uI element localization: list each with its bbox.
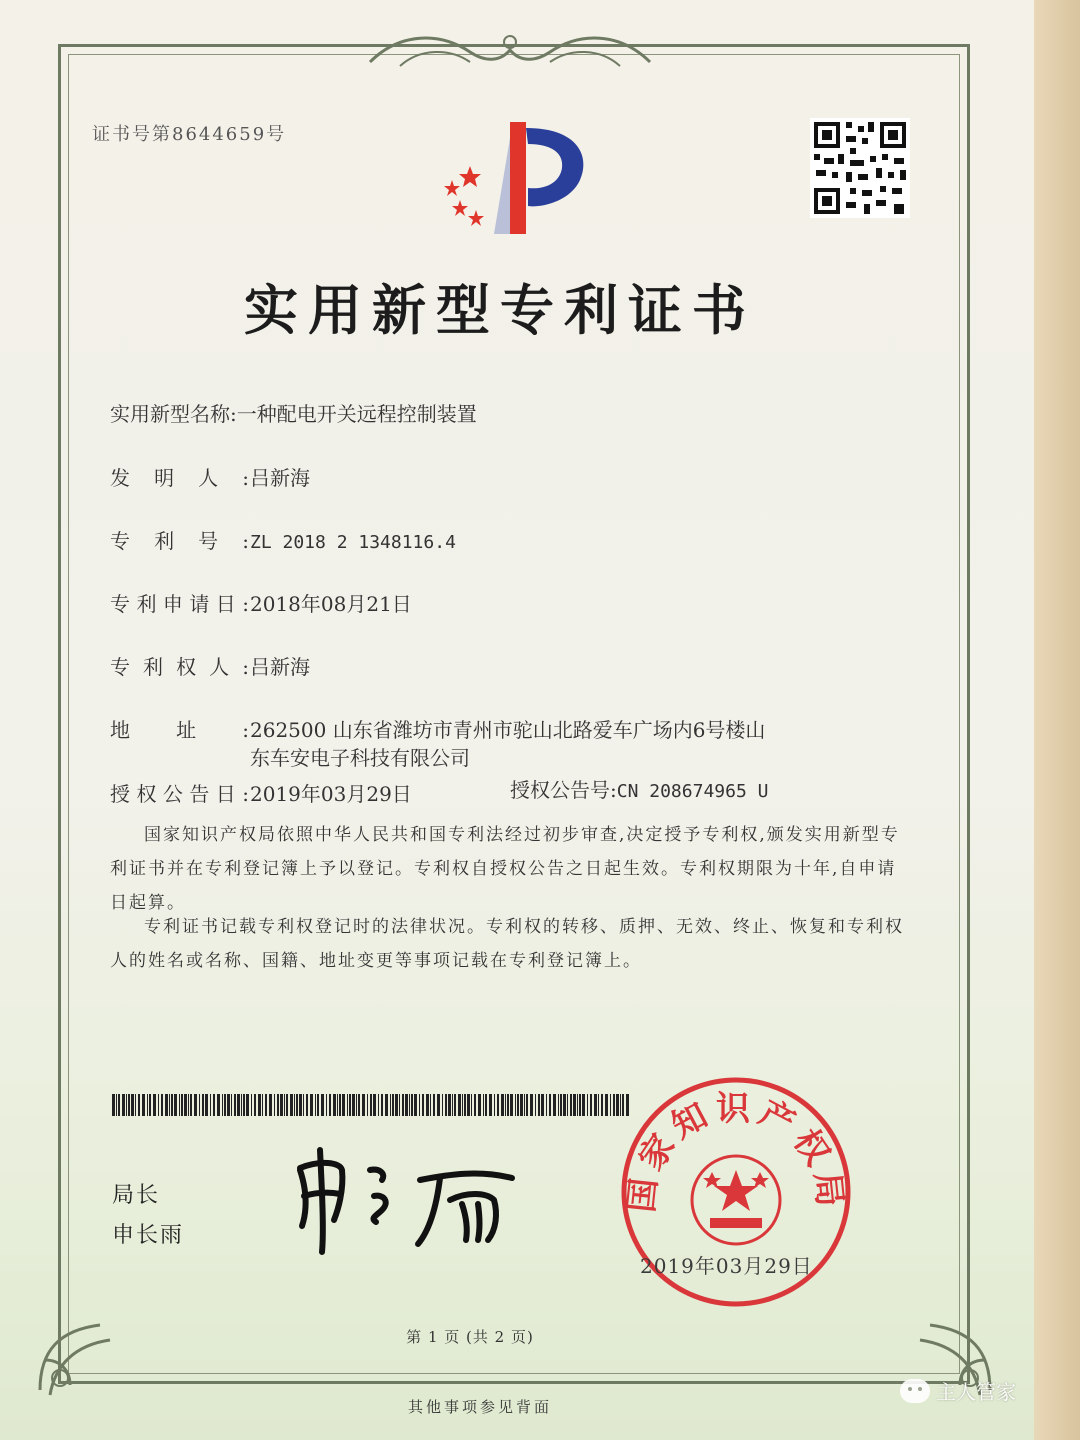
official-title: 局长 xyxy=(112,1183,161,1208)
field-patent-number xyxy=(110,525,456,554)
field-address xyxy=(110,714,765,743)
field-patentee xyxy=(110,651,310,680)
field-value: 2019年03月29日 xyxy=(250,782,412,806)
field-grant-number xyxy=(510,774,768,803)
signature-icon xyxy=(290,1140,520,1260)
field-label: 地址: xyxy=(110,718,250,742)
field-value: 2018年08月21日 xyxy=(250,592,412,616)
barcode-icon xyxy=(112,1094,632,1116)
field-grant-date xyxy=(110,778,412,807)
top-ornament xyxy=(360,22,660,78)
watermark-text: 主人管家 xyxy=(936,1380,1016,1404)
qr-code-icon xyxy=(810,118,910,218)
field-label: 发明人: xyxy=(110,466,250,490)
field-value: 262500 山东省潍坊市青州市驼山北路爱车广场内6号楼山 xyxy=(250,718,766,742)
certificate-title: 实用新型专利证书 xyxy=(244,278,756,342)
field-label: 专利号: xyxy=(110,529,250,553)
certificate-paragraph: 国家知识产权局依照中华人民共和国专利法经过初步审查,决定授予专利权,颁发实用新型专利证书并在专利登记簿上予以登记。专利权自授权公告之日起生效。专利权期限为十年,自申请日起算。 xyxy=(110,825,900,913)
field-label: 专利申请日: xyxy=(110,592,250,616)
certificate-number: 证书号第8644659号 xyxy=(92,124,287,145)
field-value: 吕新海 xyxy=(250,466,310,490)
footer-note: 其他事项参见背面 xyxy=(407,1398,552,1416)
field-label: 授权公告号: xyxy=(510,778,617,802)
seal-text: 国家知识产权局 xyxy=(621,1088,851,1215)
field-label: 授权公告日: xyxy=(110,782,250,806)
field-utility-model-name xyxy=(110,398,477,427)
field-label: 实用新型名称: xyxy=(110,402,237,426)
watermark xyxy=(900,1376,1016,1405)
field-value: 东车安电子科技有限公司 xyxy=(250,746,470,770)
certificate-paragraph: 专利证书记载专利权登记时的法律状况。专利权的转移、质押、无效、终止、恢复和专利权人的姓名或名称、国籍、地址变更等事项记载在专利登记簿上。 xyxy=(110,917,904,971)
field-value: ZL 2018 2 1348116.4 xyxy=(250,532,456,553)
field-label: 专利权人: xyxy=(110,655,250,679)
page-number: 第 1 页 (共 2 页) xyxy=(406,1328,534,1346)
corner-ornament-left xyxy=(20,1300,130,1410)
field-filing-date xyxy=(110,588,412,617)
field-value: 吕新海 xyxy=(250,655,310,679)
background-surface xyxy=(1034,0,1080,1440)
field-inventor xyxy=(110,462,310,491)
field-value: CN 208674965 U xyxy=(616,781,769,802)
field-value: 一种配电开关远程控制装置 xyxy=(236,402,477,426)
chat-bubble-icon xyxy=(900,1379,930,1403)
field-address-line2 xyxy=(250,742,470,771)
cnipa-logo-icon xyxy=(430,118,600,238)
seal-date: 2019年03月29日 xyxy=(640,1254,813,1278)
official-name: 申长雨 xyxy=(112,1223,185,1248)
